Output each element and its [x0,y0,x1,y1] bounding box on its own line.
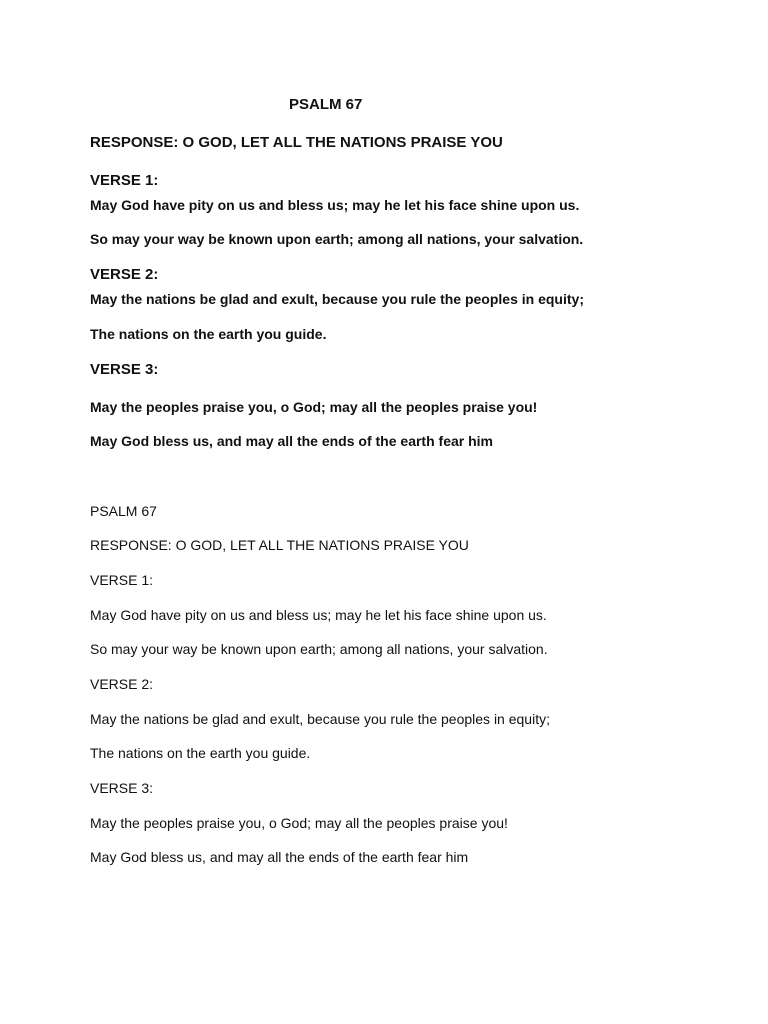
section2-title: PSALM 67 [90,503,157,519]
section2-verse1-label: VERSE 1: [90,572,154,588]
section1-verse1-line2: So may your way be known upon earth; among all nations, your salvation. [90,231,584,247]
section2-verse2-label: VERSE 2: [90,676,154,692]
section1-verse2-label: VERSE 2: [90,266,159,283]
section1-response: RESPONSE: O GOD, LET ALL THE NATIONS PRAISE YOU [90,134,503,151]
section1-verse2-line1: May the nations be glad and exult, because you rule the peoples in equity; [90,291,584,307]
section1-verse3-line2: May God bless us, and may all the ends of the earth fear him [90,433,493,449]
section2-verse3-label: VERSE 3: [90,780,154,796]
section2-verse1-line2: So may your way be known upon earth; among all nations, your salvation. [90,641,548,657]
section2-verse2-line1: May the nations be glad and exult, because you rule the peoples in equity; [90,711,550,727]
section2-verse3-line1: May the peoples praise you, o God; may all the peoples praise you! [90,815,508,831]
section2-verse1-line1: May God have pity on us and bless us; may he let his face shine upon us. [90,607,547,623]
section1-verse3-label: VERSE 3: [90,361,159,378]
section1-verse1-label: VERSE 1: [90,172,159,189]
section2-verse2-line2: The nations on the earth you guide. [90,745,311,761]
section1-verse1-line1: May God have pity on us and bless us; may he let his face shine upon us. [90,197,580,213]
section2-verse3-line2: May God bless us, and may all the ends of the earth fear him [90,849,469,865]
section1-title: PSALM 67 [289,96,363,113]
section2-response: RESPONSE: O GOD, LET ALL THE NATIONS PRAISE YOU [90,537,469,553]
section1-verse2-line2: The nations on the earth you guide. [90,326,327,342]
section1-verse3-line1: May the peoples praise you, o God; may all the peoples praise you! [90,399,538,415]
